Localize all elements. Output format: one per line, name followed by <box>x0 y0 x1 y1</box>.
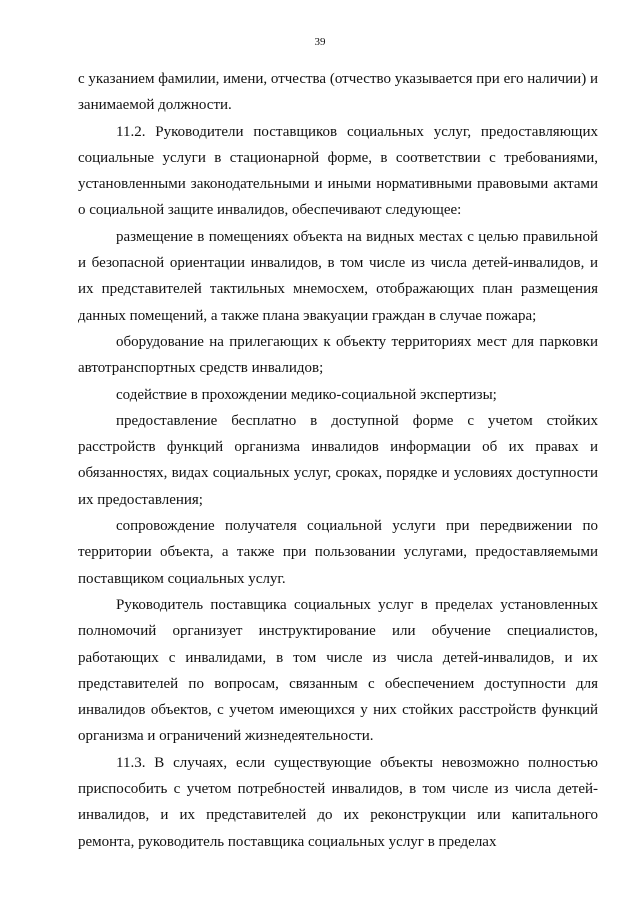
paragraph-item-expertise: содействие в прохождении медико-социальной экспертизы; <box>116 386 497 403</box>
paragraph-item-escort: сопровождение получателя социальной услуги при передвижении по территории объекта, а также при пользовании услугами, предоставляемыми поставщиком социальных услуг. <box>78 518 598 587</box>
paragraph-item-parking: оборудование на прилегающих к объекту территориях мест для парковки автотранспортных средств инвалидов; <box>78 333 598 377</box>
paragraph-clause-11-2: 11.2. Руководители поставщиков социальных услуг, предоставляющих социальные услуги в стационарной форме, в соответствии с требованиями, установленными законодательными и иными нормативными правовыми актами о социальной защите инвалидов, обеспечивают следующее: <box>78 123 598 219</box>
paragraph-item-placement: размещение в помещениях объекта на видных местах с целью правильной и безопасной ориентации инвалидов, в том числе из числа детей-инвалидов, и их представителей тактильных мнемосхем, отображающих план размещения данных помещений, а также плана эвакуации граждан в случае пожара; <box>78 228 598 324</box>
document-body <box>78 66 598 855</box>
paragraph-manager-training: Руководитель поставщика социальных услуг в пределах установленных полномочий организует инструктирование или обучение специалистов, работающих с инвалидами, в том числе из числа детей-инвалидов, и их представителей по вопросам, связанным с обеспечением доступности для инвалидов объектов, с учетом имеющихся у них стойких расстройств функций организма и ограничений жизнедеятельности. <box>78 596 598 745</box>
page-number: 39 <box>314 36 326 48</box>
paragraph-item-information: предоставление бесплатно в доступной форме с учетом стойких расстройств функций организма инвалидов информации об их правах и обязанностях, видах социальных услуг, сроках, порядке и условиях доступности их предоставления; <box>78 412 598 508</box>
paragraph-clause-11-3: 11.3. В случаях, если существующие объекты невозможно полностью приспособить с учетом потребностей инвалидов, в том числе из числа детей-инвалидов, и их представителей до их реконструкции или капитального ремонта, руководитель поставщика социальных услуг в пределах <box>78 754 598 850</box>
paragraph-continuation: с указанием фамилии, имени, отчества (отчество указывается при его наличии) и занимаемой должности. <box>78 71 598 114</box>
